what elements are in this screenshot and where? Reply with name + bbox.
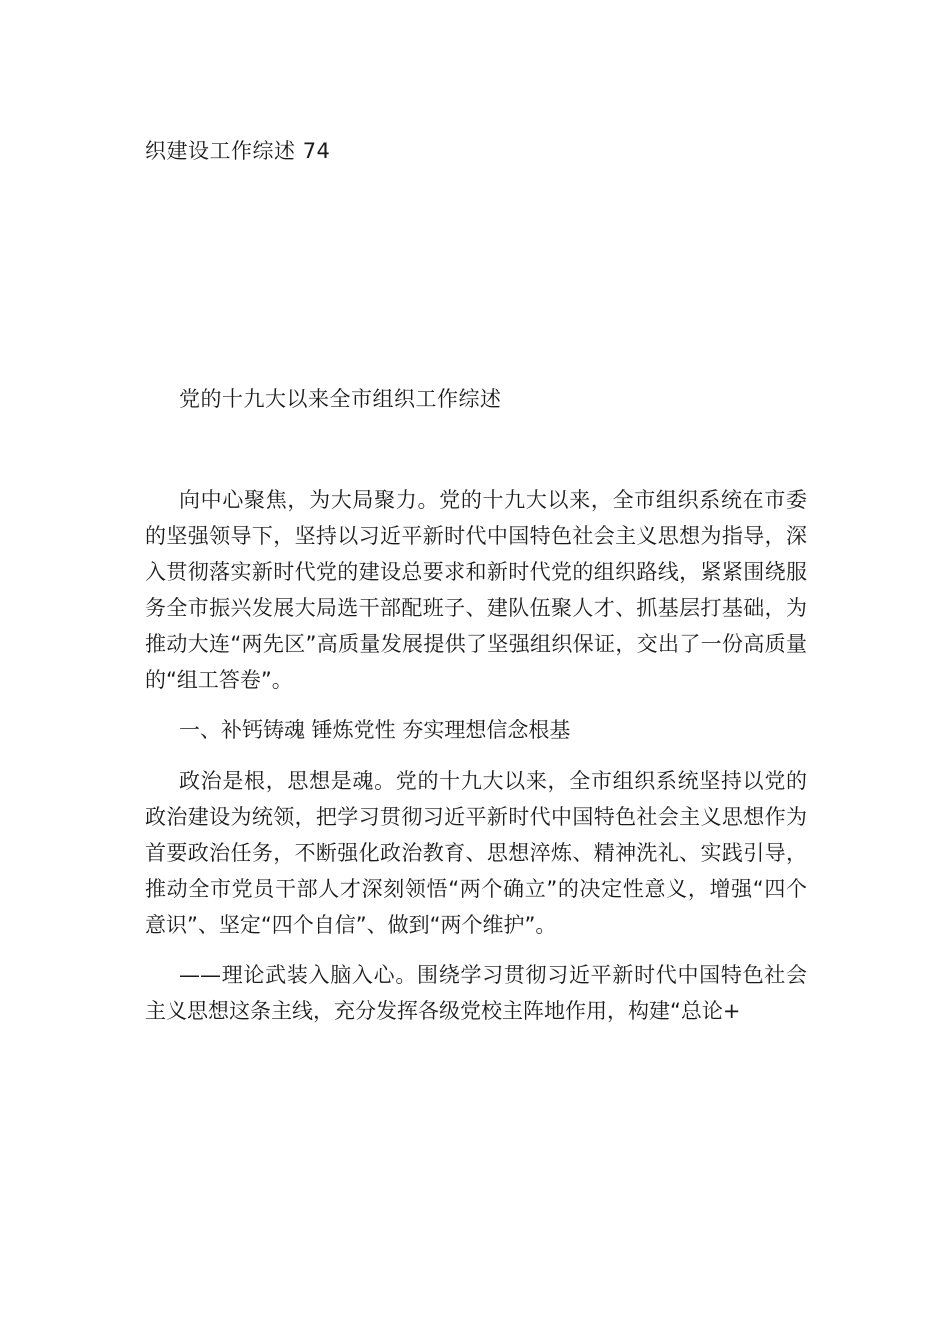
- toc-page-number: 74: [302, 139, 331, 163]
- paragraph-theory-arming: ——理论武装入脑入心。围绕学习贯彻习近平新时代中国特色社会主义思想这条主线，充分发挥各级党校主阵地作用，构建“总论+: [145, 963, 807, 1024]
- toc-entry: [145, 136, 330, 166]
- document-title: 党的十九大以来全市组织工作综述: [179, 387, 502, 411]
- toc-entry-text: 织建设工作综述: [145, 139, 296, 163]
- paragraph-political-building: 政治是根，思想是魂。党的十九大以来，全市组织系统坚持以党的政治建设为统领，把学习贯彻习近平新时代中国特色社会主义思想作为首要政治任务，不断强化政治教育、思想淬炼、精神洗礼、实践引导，推动全市党员干部人才深刻领悟“两个确立”的决定性意义，增强“四个意识”、坚定“四个自信”、做到“两个维护”。: [145, 768, 807, 937]
- document-body: [145, 482, 807, 1044]
- section-heading-1: 一、补钙铸魂 锤炼党性 夯实理想信念根基: [179, 718, 571, 743]
- paragraph-intro: 向中心聚焦，为大局聚力。党的十九大以来，全市组织系统在市委的坚强领导下，坚持以习近平新时代中国特色社会主义思想为指导，深入贯彻落实新时代党的建设总要求和新时代党的组织路线，紧紧围绕服务全市振兴发展大局选干部配班子、建队伍聚人才、抓基层打基础，为推动大连“两先区”高质量发展提供了坚强组织保证，交出了一份高质量的“组工答卷”。: [145, 488, 807, 692]
